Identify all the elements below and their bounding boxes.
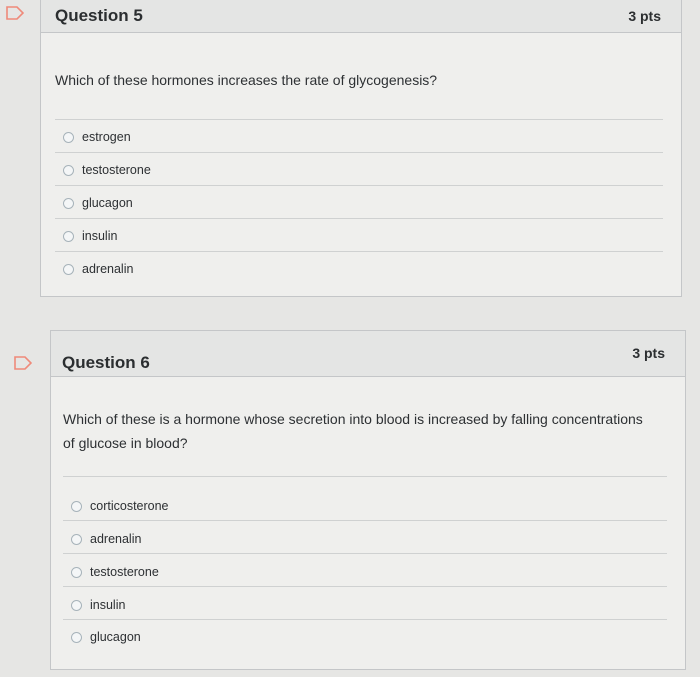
question-card-5 — [40, 0, 682, 297]
divider — [63, 553, 667, 554]
divider — [55, 251, 663, 252]
question-points: 3 pts — [632, 345, 665, 361]
answer-option[interactable] — [71, 565, 159, 579]
option-label: estrogen — [82, 130, 131, 144]
radio-button[interactable] — [63, 231, 74, 242]
divider — [55, 185, 663, 186]
answer-option[interactable] — [71, 532, 141, 546]
answer-option[interactable] — [71, 499, 169, 513]
divider — [63, 619, 667, 620]
option-label: insulin — [82, 229, 118, 243]
question-card-6 — [50, 330, 686, 670]
option-label: adrenalin — [82, 262, 134, 276]
option-label: glucagon — [90, 630, 141, 644]
radio-button[interactable] — [63, 264, 74, 275]
divider — [63, 520, 667, 521]
answer-option[interactable] — [63, 196, 133, 210]
divider — [63, 586, 667, 587]
radio-button[interactable] — [71, 600, 82, 611]
radio-button[interactable] — [71, 632, 82, 643]
question-text: Which of these hormones increases the rate of glycogenesis? — [55, 72, 438, 88]
answer-option[interactable] — [63, 130, 131, 144]
radio-button[interactable] — [63, 132, 74, 143]
question-header — [41, 0, 681, 33]
radio-button[interactable] — [63, 198, 74, 209]
bookmark-icon[interactable] — [6, 6, 24, 20]
option-label: insulin — [90, 598, 126, 612]
answer-option[interactable] — [63, 262, 133, 276]
divider — [55, 152, 663, 153]
radio-button[interactable] — [71, 501, 82, 512]
question-header — [51, 331, 685, 377]
option-label: corticosterone — [90, 499, 169, 513]
question-text: Which of these is a hormone whose secretion into blood is increased by falling concentrations of glucose in blood? — [63, 411, 643, 451]
answer-option[interactable] — [63, 163, 151, 177]
option-label: testosterone — [90, 565, 159, 579]
question-points: 3 pts — [628, 8, 661, 24]
option-label: adrenalin — [90, 532, 142, 546]
option-label: glucagon — [82, 196, 133, 210]
answer-option[interactable] — [63, 229, 117, 243]
divider — [63, 476, 667, 477]
bookmark-icon[interactable] — [14, 356, 32, 370]
option-label: testosterone — [82, 163, 151, 177]
radio-button[interactable] — [63, 165, 74, 176]
answer-option[interactable] — [71, 598, 125, 612]
question-title: Question 5 — [55, 6, 143, 25]
answer-option[interactable] — [71, 630, 141, 644]
radio-button[interactable] — [71, 567, 82, 578]
divider — [55, 119, 663, 120]
divider — [55, 218, 663, 219]
radio-button[interactable] — [71, 534, 82, 545]
question-title: Question 6 — [62, 353, 150, 372]
